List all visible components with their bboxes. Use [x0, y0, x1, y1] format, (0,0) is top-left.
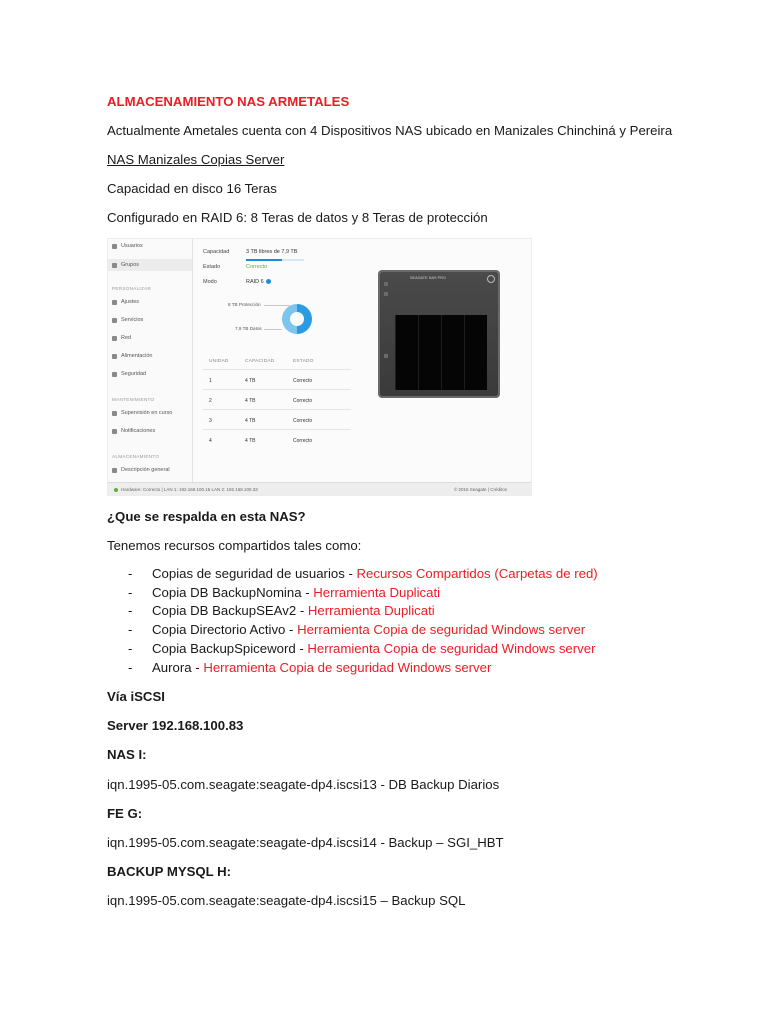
table-cell-unit: 4 [209, 438, 212, 444]
drive-bay [395, 315, 418, 390]
table-divider [203, 409, 351, 410]
capacity-label: Capacidad [203, 249, 230, 255]
screenshot-sidebar [108, 239, 193, 482]
table-header-capacidad: CAPACIDAD [245, 359, 275, 364]
table-cell-capacity: 4 TB [245, 418, 256, 424]
bell-icon [112, 429, 117, 434]
capacity-value: 3 TB libres de 7,9 TB [246, 249, 298, 255]
mode-value: RAID 6 [246, 279, 271, 285]
list-item: - Copia DB BackupNomina - Herramienta Duplicati [128, 584, 598, 603]
list-item: - Copia BackupSpiceword - Herramienta Copia de seguridad Windows server [128, 640, 598, 659]
mode-label: Modo [203, 279, 217, 285]
capacity-text: Capacidad en disco 16 Teras [107, 181, 277, 196]
via-heading: Vía iSCSI [107, 689, 165, 704]
table-cell-unit: 1 [209, 378, 212, 384]
intro-text: Actualmente Ametales cuenta con 4 Dispositivos NAS ubicado en Manizales Chinchiná y Pereira [107, 123, 673, 138]
list-item: - Copia Directorio Activo - Herramienta Copia de seguridad Windows server [128, 621, 598, 640]
sidebar-item-red: Red [112, 335, 131, 341]
sidebar-item-descripcion: Descripción general [112, 467, 170, 473]
seagate-logo-icon [487, 275, 495, 283]
table-divider [203, 369, 351, 370]
table-header-unidad: UNIDAD [209, 359, 229, 364]
table-cell-status: Correcto [293, 438, 313, 444]
sidebar-item-grupos: Grupos [108, 259, 192, 271]
raid-text: Configurado en RAID 6: 8 Teras de datos y 8 Teras de protección [107, 210, 488, 225]
group-icon [112, 263, 117, 268]
table-cell-status: Correcto [293, 398, 313, 404]
device-button [384, 282, 388, 286]
donut-data-label: 7,9 TB Datos [235, 326, 262, 331]
device-button [384, 292, 388, 296]
document-title: ALMACENAMIENTO NAS ARMETALES [107, 94, 350, 109]
nas-heading: NAS Manizales Copias Server [107, 152, 285, 167]
sidebar-section-mantenimiento: MANTENIMIENTO [112, 397, 155, 402]
table-cell-status: Correcto [293, 378, 313, 384]
shared-intro: Tenemos recursos compartidos tales como: [107, 538, 362, 553]
target-label: FE G: [107, 806, 143, 821]
table-cell-unit: 3 [209, 418, 212, 424]
info-icon [266, 279, 271, 284]
capacity-bar-fill [246, 259, 282, 261]
network-icon [112, 336, 117, 341]
table-cell-unit: 2 [209, 398, 212, 404]
donut-leader-line [264, 329, 282, 330]
screenshot-status-bar [108, 482, 532, 496]
donut-protection-label: 8 TB Protección [228, 302, 261, 307]
drive-bay [441, 315, 464, 390]
sidebar-item-notificaciones: Notificaciones [112, 428, 155, 434]
server-heading: Server 192.168.100.83 [107, 718, 244, 733]
sidebar-item-usuarios: Usuarios [112, 243, 143, 249]
drive-bay [418, 315, 441, 390]
sidebar-item-ajustes: Ajustes [112, 299, 139, 305]
user-icon [112, 244, 117, 249]
target-iqn: iqn.1995-05.com.seagate:seagate-dp4.iscsi15 – Backup SQL [107, 893, 466, 908]
capacity-bar [246, 259, 304, 261]
target-label: NAS I: [107, 747, 147, 762]
nas-device-image [380, 272, 498, 396]
storage-icon [112, 468, 117, 473]
sidebar-section-almacenamiento: ALMACENAMIENTO [112, 454, 160, 459]
status-ok-icon [114, 488, 118, 492]
table-cell-capacity: 4 TB [245, 398, 256, 404]
status-label: Estado [203, 264, 221, 270]
target-iqn: iqn.1995-05.com.seagate:seagate-dp4.iscsi13 - DB Backup Diarios [107, 777, 500, 792]
table-cell-capacity: 4 TB [245, 438, 256, 444]
list-item: - Copia DB BackupSEAv2 - Herramienta Duplicati [128, 602, 598, 621]
sidebar-item-alimentacion: Alimentación [112, 353, 153, 359]
status-bar-right: © 2016 Seagate | Créditos [453, 487, 507, 492]
sidebar-item-seguridad: Seguridad [112, 371, 146, 377]
gear-icon [112, 318, 117, 323]
list-item: - Aurora - Herramienta Copia de seguridad Windows server [128, 659, 598, 678]
backup-list [128, 565, 598, 677]
table-divider [203, 389, 351, 390]
wrench-icon [112, 300, 117, 305]
question-heading: ¿Que se respalda en esta NAS? [107, 509, 306, 524]
target-iqn: iqn.1995-05.com.seagate:seagate-dp4.iscsi14 - Backup – SGI_HBT [107, 835, 504, 850]
table-cell-status: Correcto [293, 418, 313, 424]
status-value: Correcto [246, 264, 268, 270]
target-label: BACKUP MYSQL H: [107, 864, 232, 879]
device-label: SEAGATE NAS PRO [410, 276, 446, 280]
list-item: - Copias de seguridad de usuarios - Recursos Compartidos (Carpetas de red) [128, 565, 598, 584]
sidebar-item-servicios: Servicios [112, 317, 143, 323]
table-cell-capacity: 4 TB [245, 378, 256, 384]
table-divider [203, 429, 351, 430]
monitor-icon [112, 411, 117, 416]
sidebar-item-supervision: Supervisión en curso [112, 410, 172, 416]
status-bar-left: Hardware: Correcto | LAN 1: 192.168.100.16 LAN 2: 192.168.100.33 [121, 487, 258, 492]
lock-icon [112, 372, 117, 377]
sidebar-section-personalizar: PERSONALIZAR [112, 286, 152, 291]
drive-bay [464, 315, 487, 390]
table-header-estado: ESTADO [293, 359, 314, 364]
device-button [384, 354, 388, 358]
nas-admin-screenshot [107, 238, 532, 496]
power-icon [112, 354, 117, 359]
capacity-donut-chart [282, 304, 312, 334]
donut-leader-line [264, 305, 290, 306]
